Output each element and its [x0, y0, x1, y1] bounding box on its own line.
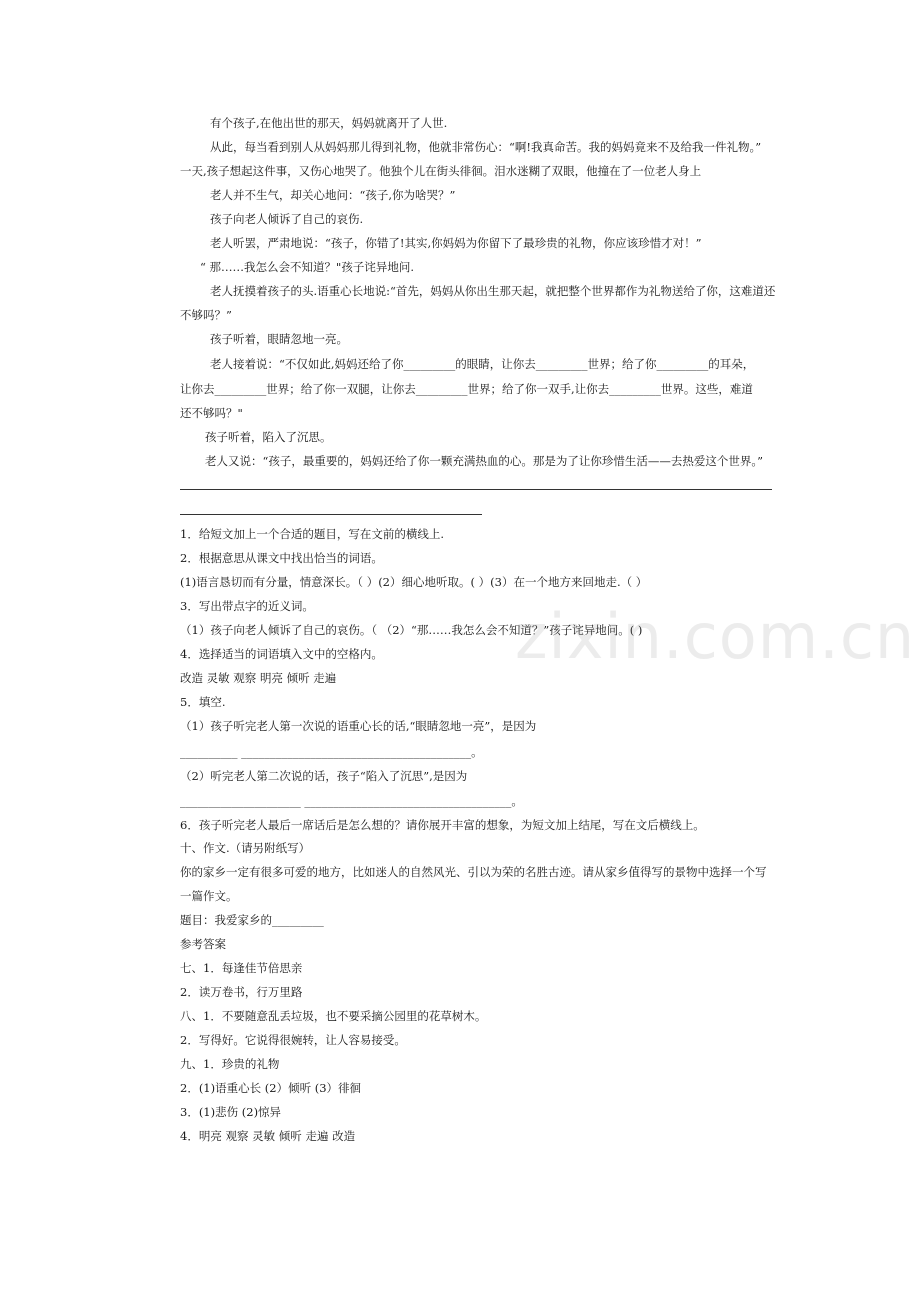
- question-line: （1）孩子向老人倾诉了自己的哀伤。（ （2）“那……我怎么会不知道？”孩子诧异地问。( ): [180, 623, 643, 637]
- story-line: 还不够吗？": [180, 406, 243, 420]
- question-line: （1）孩子听完老人第一次说的语重心长的话,“眼睛忽地一亮”，是因为: [180, 719, 537, 733]
- answer-line-text: 3．(1)悲伤 (2)惊异: [180, 1105, 282, 1119]
- answer-line-text: 2．(1)语重心长 (2）倾听 (3）徘徊: [180, 1081, 362, 1095]
- question-line: 4．选择适当的词语填入文中的空格内。: [180, 647, 383, 661]
- answer-line-text: 2．写得好。它说得很婉转，让人容易接受。: [180, 1033, 406, 1047]
- answer-line-text: 九、1．珍贵的礼物: [180, 1057, 280, 1071]
- answers-heading: 参考答案: [180, 937, 226, 951]
- answer-line: [180, 514, 482, 515]
- answer-line-text: 七、1．每逢佳节倍思亲: [180, 961, 303, 975]
- story-line: 孩子听着，眼睛忽地一亮。: [210, 332, 348, 346]
- story-line: 孩子听着，陷入了沉思。: [205, 430, 332, 444]
- answer-line: [180, 489, 772, 490]
- question-line: 一篇作文。: [180, 889, 238, 903]
- question-line: 3．写出带点字的近义词。: [180, 599, 314, 613]
- question-line: 你的家乡一定有很多可爱的地方，比如迷人的自然风光、引以为荣的名胜古迹。请从家乡值得写的景物中选择一个写: [180, 865, 767, 879]
- fill-blank-line: __________ ________________________________________。: [180, 745, 483, 759]
- question-line: 6．孩子听完老人最后一席话后是怎么想的？请你展开丰富的想象，为短文加上结尾，写在文后横线上。: [180, 818, 705, 832]
- story-line: 老人并不生气，却关心地问：“孩子,你为啥哭？”: [210, 188, 456, 202]
- story-line: 老人接着说：“不仅如此,妈妈还给了你_________的眼睛，让你去_________世界；给了你_________的耳朵，: [210, 357, 755, 371]
- answer-line-text: 4．明亮 观察 灵敏 倾听 走遍 改造: [180, 1129, 356, 1143]
- story-line: 让你去_________世界；给了你一双腿，让你去_________世界；给了你一双手,让你去_________世界。这些，难道: [180, 382, 753, 396]
- essay-title: 题目：我爱家乡的_________: [180, 913, 324, 927]
- answer-line-text: 2．读万卷书，行万里路: [180, 985, 303, 999]
- story-line: 老人又说：“孩子，最重要的，妈妈还给了你一颗充满热血的心。那是为了让你珍惜生活——去热爱这个世界。”: [205, 454, 764, 468]
- question-line: 1．给短文加上一个合适的题目，写在文前的横线上.: [180, 527, 444, 541]
- question-line: 5．填空.: [180, 695, 226, 709]
- story-line: “ 那……我怎么会不知道？"孩子诧异地问.: [200, 260, 414, 274]
- story-line: 从此，每当看到别人从妈妈那儿得到礼物，他就非常伤心：“啊!我真命苦。我的妈妈竟来不及给我一件礼物。”: [210, 140, 762, 154]
- answer-line-text: 八、1．不要随意乱丢垃圾，也不要采摘公园里的花草树木。: [180, 1009, 487, 1023]
- fill-blank-line: _____________________ ____________________________________。: [180, 794, 523, 808]
- story-line: 有个孩子,在他出世的那天，妈妈就离开了人世.: [210, 116, 448, 130]
- question-line: 2．根据意思从课文中找出恰当的词语。: [180, 551, 383, 565]
- question-line: （2）听完老人第二次说的话，孩子“陷入了沉思”,是因为: [180, 769, 468, 783]
- section-heading: 十、作文.（请另附纸写）: [180, 841, 311, 855]
- story-line: 老人抚摸着孩子的头.语重心长地说:“首先，妈妈从你出生那天起，就把整个世界都作为礼物送给了你，这难道还: [210, 284, 776, 298]
- story-line: 孩子向老人倾诉了自己的哀伤.: [210, 212, 364, 226]
- story-line: 一天,孩子想起这件事，又伤心地哭了。他独个儿在街头徘徊。泪水迷糊了双眼，他撞在了一位老人身上: [180, 164, 702, 178]
- watermark: zixin.com.cn: [515, 600, 916, 673]
- question-line: (1)语言恳切而有分量，情意深长。（ ）(2）细心地听取。( ）(3）在一个地方来回地走.（ ）: [180, 575, 648, 589]
- story-line: 老人听罢，严肃地说：“孩子，你错了!其实,你妈妈为你留下了最珍贵的礼物，你应该珍惜才对！”: [210, 236, 702, 250]
- story-line: 不够吗？”: [180, 308, 232, 322]
- word-choices: 改造 灵敏 观察 明亮 倾听 走遍: [180, 671, 337, 685]
